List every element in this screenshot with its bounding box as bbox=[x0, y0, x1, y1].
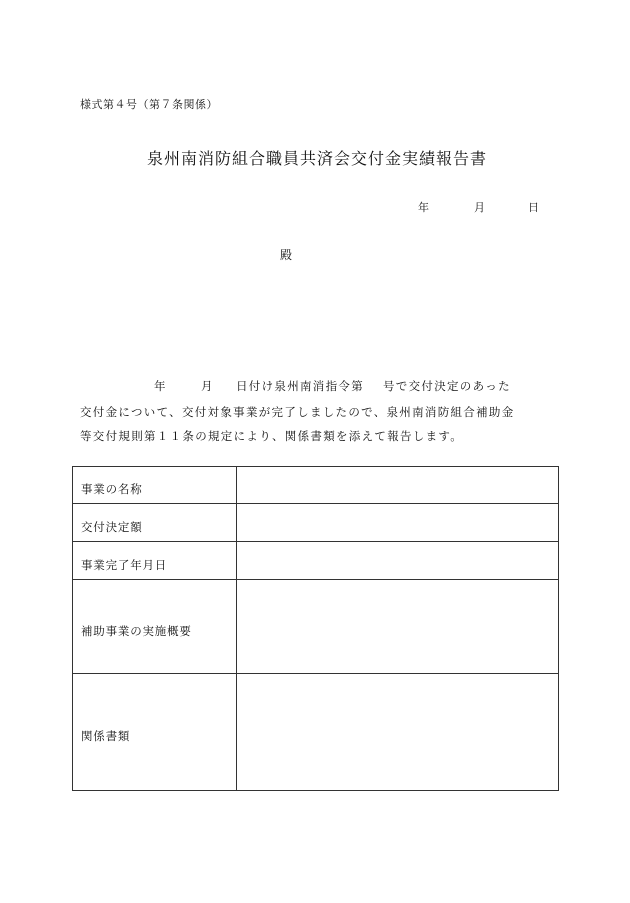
table-row bbox=[73, 580, 559, 674]
date-day-label: 日 bbox=[528, 201, 539, 214]
body-notice-reference: 日付け泉州南消指令第 bbox=[236, 379, 364, 393]
related-documents-field bbox=[237, 674, 559, 791]
date-month-label: 月 bbox=[474, 201, 485, 214]
report-details-table bbox=[72, 466, 559, 791]
row-label-grant-amount: 交付決定額 bbox=[73, 504, 237, 542]
table-row bbox=[73, 542, 559, 580]
completion-date-field bbox=[237, 542, 559, 580]
body-month-label: 月 bbox=[201, 379, 214, 393]
table-row bbox=[73, 467, 559, 504]
body-notice-number-suffix: 号で交付決定のあった bbox=[383, 379, 511, 393]
date-year-label: 年 bbox=[418, 201, 429, 214]
row-label-related-documents: 関係書類 bbox=[73, 674, 237, 791]
implementation-summary-field bbox=[237, 580, 559, 674]
row-label-project-name: 事業の名称 bbox=[73, 467, 237, 504]
table-row bbox=[73, 504, 559, 542]
document-title: 泉州南消防組合職員共済会交付金実績報告書 bbox=[146, 149, 487, 168]
form-number: 様式第４号（第７条関係） bbox=[80, 98, 218, 111]
body-year-label: 年 bbox=[154, 379, 167, 393]
project-name-field bbox=[237, 467, 559, 504]
body-line-3: 等交付規則第１１条の規定により、関係書類を添えて報告します。 bbox=[80, 429, 464, 443]
row-label-completion-date: 事業完了年月日 bbox=[73, 542, 237, 580]
addressee-suffix: 殿 bbox=[280, 248, 293, 262]
body-line-2: 交付金について、交付対象事業が完了しましたので、泉州南消防組合補助金 bbox=[80, 405, 515, 419]
grant-amount-field bbox=[237, 504, 559, 542]
row-label-implementation-summary: 補助事業の実施概要 bbox=[73, 580, 237, 674]
table-row bbox=[73, 674, 559, 791]
